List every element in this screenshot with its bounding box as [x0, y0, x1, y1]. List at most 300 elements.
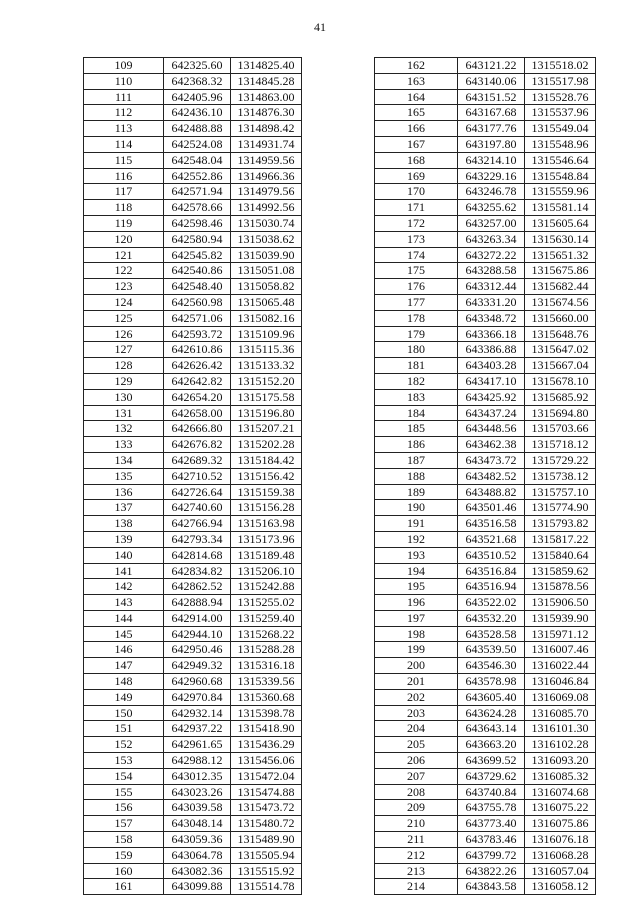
y-coordinate-cell: 1315537.96	[525, 105, 596, 121]
point-number-cell: 181	[375, 358, 458, 374]
table-row	[375, 247, 596, 263]
y-coordinate-cell: 1315581.14	[525, 200, 596, 216]
x-coordinate-cell: 643059.36	[164, 832, 231, 848]
x-coordinate-cell: 643288.58	[458, 263, 525, 279]
y-coordinate-cell: 1315859.62	[525, 563, 596, 579]
y-coordinate-cell: 1315316.18	[231, 658, 302, 674]
point-number-cell: 149	[84, 689, 164, 705]
point-number-cell: 141	[84, 563, 164, 579]
table-row	[375, 516, 596, 532]
x-coordinate-cell: 642540.86	[164, 263, 231, 279]
table-row	[84, 358, 302, 374]
point-number-cell: 113	[84, 121, 164, 137]
point-number-cell: 139	[84, 531, 164, 547]
point-number-cell: 202	[375, 689, 458, 705]
x-coordinate-cell: 643386.88	[458, 342, 525, 358]
table-row	[375, 547, 596, 563]
table-row	[375, 784, 596, 800]
y-coordinate-cell: 1315156.28	[231, 500, 302, 516]
table-row	[375, 832, 596, 848]
table-row	[84, 705, 302, 721]
point-number-cell: 161	[84, 879, 164, 895]
x-coordinate-cell: 642666.80	[164, 421, 231, 437]
table-row	[84, 421, 302, 437]
table-row	[375, 658, 596, 674]
table-row	[375, 816, 596, 832]
table-row	[375, 674, 596, 690]
y-coordinate-cell: 1314863.00	[231, 89, 302, 105]
x-coordinate-cell: 643039.58	[164, 800, 231, 816]
point-number-cell: 155	[84, 784, 164, 800]
y-coordinate-cell: 1315548.84	[525, 168, 596, 184]
point-number-cell: 182	[375, 373, 458, 389]
table-row	[84, 547, 302, 563]
y-coordinate-cell: 1315685.92	[525, 389, 596, 405]
x-coordinate-cell: 643246.78	[458, 184, 525, 200]
table-row	[84, 863, 302, 879]
table-row	[375, 294, 596, 310]
y-coordinate-cell: 1315039.90	[231, 247, 302, 263]
point-number-cell: 126	[84, 326, 164, 342]
table-row	[375, 705, 596, 721]
table-body-right	[375, 58, 596, 895]
y-coordinate-cell: 1314876.30	[231, 105, 302, 121]
x-coordinate-cell: 642950.46	[164, 642, 231, 658]
x-coordinate-cell: 643510.52	[458, 547, 525, 563]
x-coordinate-cell: 642626.42	[164, 358, 231, 374]
y-coordinate-cell: 1316007.46	[525, 642, 596, 658]
point-number-cell: 166	[375, 121, 458, 137]
point-number-cell: 167	[375, 136, 458, 152]
coordinates-table-left	[83, 57, 302, 895]
table-row	[84, 231, 302, 247]
y-coordinate-cell: 1315202.28	[231, 437, 302, 453]
point-number-cell: 138	[84, 516, 164, 532]
table-row	[375, 563, 596, 579]
x-coordinate-cell: 642944.10	[164, 626, 231, 642]
point-number-cell: 140	[84, 547, 164, 563]
table-row	[375, 863, 596, 879]
table-row	[375, 721, 596, 737]
y-coordinate-cell: 1315436.29	[231, 737, 302, 753]
y-coordinate-cell: 1315163.98	[231, 516, 302, 532]
x-coordinate-cell: 642552.86	[164, 168, 231, 184]
table-row	[84, 832, 302, 848]
table-row	[375, 595, 596, 611]
table-row	[375, 500, 596, 516]
x-coordinate-cell: 642793.34	[164, 531, 231, 547]
y-coordinate-cell: 1315474.88	[231, 784, 302, 800]
y-coordinate-cell: 1315268.22	[231, 626, 302, 642]
table-row	[84, 626, 302, 642]
table-row	[84, 326, 302, 342]
y-coordinate-cell: 1316093.20	[525, 753, 596, 769]
x-coordinate-cell: 643048.14	[164, 816, 231, 832]
y-coordinate-cell: 1315660.00	[525, 310, 596, 326]
y-coordinate-cell: 1315703.66	[525, 421, 596, 437]
y-coordinate-cell: 1315674.56	[525, 294, 596, 310]
table-row	[84, 310, 302, 326]
y-coordinate-cell: 1315517.98	[525, 73, 596, 89]
y-coordinate-cell: 1315738.12	[525, 468, 596, 484]
table-row	[84, 674, 302, 690]
table-row	[84, 184, 302, 200]
y-coordinate-cell: 1315515.92	[231, 863, 302, 879]
point-number-cell: 175	[375, 263, 458, 279]
point-number-cell: 136	[84, 484, 164, 500]
y-coordinate-cell: 1315489.90	[231, 832, 302, 848]
x-coordinate-cell: 643197.80	[458, 136, 525, 152]
x-coordinate-cell: 643516.58	[458, 516, 525, 532]
x-coordinate-cell: 642654.20	[164, 389, 231, 405]
y-coordinate-cell: 1315259.40	[231, 610, 302, 626]
x-coordinate-cell: 642524.08	[164, 136, 231, 152]
point-number-cell: 154	[84, 768, 164, 784]
table-row	[84, 737, 302, 753]
point-number-cell: 156	[84, 800, 164, 816]
x-coordinate-cell: 643501.46	[458, 500, 525, 516]
table-row	[84, 642, 302, 658]
x-coordinate-cell: 642571.06	[164, 310, 231, 326]
x-coordinate-cell: 643099.88	[164, 879, 231, 895]
point-number-cell: 131	[84, 405, 164, 421]
table-row	[375, 105, 596, 121]
y-coordinate-cell: 1315051.08	[231, 263, 302, 279]
table-row	[84, 58, 302, 74]
point-number-cell: 187	[375, 452, 458, 468]
y-coordinate-cell: 1314845.28	[231, 73, 302, 89]
point-number-cell: 193	[375, 547, 458, 563]
x-coordinate-cell: 643082.36	[164, 863, 231, 879]
x-coordinate-cell: 643263.34	[458, 231, 525, 247]
point-number-cell: 204	[375, 721, 458, 737]
point-number-cell: 214	[375, 879, 458, 895]
x-coordinate-cell: 642658.00	[164, 405, 231, 421]
table-row	[375, 152, 596, 168]
point-number-cell: 170	[375, 184, 458, 200]
table-row	[84, 279, 302, 295]
table-row	[84, 389, 302, 405]
y-coordinate-cell: 1314825.40	[231, 58, 302, 74]
table-row	[375, 310, 596, 326]
point-number-cell: 203	[375, 705, 458, 721]
point-number-cell: 186	[375, 437, 458, 453]
table-row	[84, 294, 302, 310]
point-number-cell: 169	[375, 168, 458, 184]
x-coordinate-cell: 642676.82	[164, 437, 231, 453]
x-coordinate-cell: 643624.28	[458, 705, 525, 721]
table-row	[84, 847, 302, 863]
x-coordinate-cell: 643417.10	[458, 373, 525, 389]
table-row	[375, 531, 596, 547]
point-number-cell: 165	[375, 105, 458, 121]
table-row	[375, 342, 596, 358]
point-number-cell: 178	[375, 310, 458, 326]
table-row	[375, 89, 596, 105]
page-number: 41	[314, 20, 326, 34]
point-number-cell: 191	[375, 516, 458, 532]
point-number-cell: 151	[84, 721, 164, 737]
x-coordinate-cell: 642970.84	[164, 689, 231, 705]
y-coordinate-cell: 1316102.28	[525, 737, 596, 753]
point-number-cell: 133	[84, 437, 164, 453]
x-coordinate-cell: 643462.38	[458, 437, 525, 453]
point-number-cell: 134	[84, 452, 164, 468]
point-number-cell: 172	[375, 215, 458, 231]
table-row	[84, 579, 302, 595]
x-coordinate-cell: 643532.20	[458, 610, 525, 626]
y-coordinate-cell: 1316074.68	[525, 784, 596, 800]
y-coordinate-cell: 1315115.36	[231, 342, 302, 358]
x-coordinate-cell: 642726.64	[164, 484, 231, 500]
point-number-cell: 152	[84, 737, 164, 753]
x-coordinate-cell: 642488.88	[164, 121, 231, 137]
x-coordinate-cell: 642937.22	[164, 721, 231, 737]
x-coordinate-cell: 643257.00	[458, 215, 525, 231]
point-number-cell: 160	[84, 863, 164, 879]
table-row	[375, 626, 596, 642]
x-coordinate-cell: 642960.68	[164, 674, 231, 690]
x-coordinate-cell: 642710.52	[164, 468, 231, 484]
x-coordinate-cell: 642548.40	[164, 279, 231, 295]
x-coordinate-cell: 643448.56	[458, 421, 525, 437]
x-coordinate-cell: 642961.65	[164, 737, 231, 753]
x-coordinate-cell: 642814.68	[164, 547, 231, 563]
table-row	[375, 768, 596, 784]
y-coordinate-cell: 1314898.42	[231, 121, 302, 137]
y-coordinate-cell: 1315906.50	[525, 595, 596, 611]
y-coordinate-cell: 1315175.58	[231, 389, 302, 405]
point-number-cell: 119	[84, 215, 164, 231]
point-number-cell: 137	[84, 500, 164, 516]
table-row	[375, 879, 596, 895]
x-coordinate-cell: 643643.14	[458, 721, 525, 737]
table-row	[84, 879, 302, 895]
x-coordinate-cell: 643799.72	[458, 847, 525, 863]
x-coordinate-cell: 643516.94	[458, 579, 525, 595]
y-coordinate-cell: 1315878.56	[525, 579, 596, 595]
y-coordinate-cell: 1315038.62	[231, 231, 302, 247]
point-number-cell: 198	[375, 626, 458, 642]
point-number-cell: 176	[375, 279, 458, 295]
point-number-cell: 111	[84, 89, 164, 105]
y-coordinate-cell: 1316075.86	[525, 816, 596, 832]
x-coordinate-cell: 643366.18	[458, 326, 525, 342]
y-coordinate-cell: 1315559.96	[525, 184, 596, 200]
y-coordinate-cell: 1315651.32	[525, 247, 596, 263]
x-coordinate-cell: 642610.86	[164, 342, 231, 358]
point-number-cell: 177	[375, 294, 458, 310]
table-row	[375, 642, 596, 658]
x-coordinate-cell: 643605.40	[458, 689, 525, 705]
point-number-cell: 207	[375, 768, 458, 784]
table-row	[84, 168, 302, 184]
y-coordinate-cell: 1315456.06	[231, 753, 302, 769]
x-coordinate-cell: 643473.72	[458, 452, 525, 468]
table-row	[84, 768, 302, 784]
point-number-cell: 115	[84, 152, 164, 168]
y-coordinate-cell: 1315082.16	[231, 310, 302, 326]
table-row	[84, 816, 302, 832]
table-row	[375, 231, 596, 247]
y-coordinate-cell: 1315288.28	[231, 642, 302, 658]
y-coordinate-cell: 1315774.90	[525, 500, 596, 516]
x-coordinate-cell: 643403.28	[458, 358, 525, 374]
y-coordinate-cell: 1315971.12	[525, 626, 596, 642]
y-coordinate-cell: 1314959.56	[231, 152, 302, 168]
table-row	[84, 753, 302, 769]
point-number-cell: 212	[375, 847, 458, 863]
x-coordinate-cell: 642766.94	[164, 516, 231, 532]
x-coordinate-cell: 643699.52	[458, 753, 525, 769]
table-row	[375, 279, 596, 295]
x-coordinate-cell: 643546.30	[458, 658, 525, 674]
x-coordinate-cell: 643437.24	[458, 405, 525, 421]
y-coordinate-cell: 1315196.80	[231, 405, 302, 421]
y-coordinate-cell: 1315793.82	[525, 516, 596, 532]
point-number-cell: 195	[375, 579, 458, 595]
table-row	[375, 73, 596, 89]
y-coordinate-cell: 1315718.12	[525, 437, 596, 453]
x-coordinate-cell: 642834.82	[164, 563, 231, 579]
x-coordinate-cell: 643272.22	[458, 247, 525, 263]
point-number-cell: 129	[84, 373, 164, 389]
x-coordinate-cell: 642578.66	[164, 200, 231, 216]
point-number-cell: 146	[84, 642, 164, 658]
x-coordinate-cell: 642988.12	[164, 753, 231, 769]
table-row	[84, 658, 302, 674]
x-coordinate-cell: 643140.06	[458, 73, 525, 89]
y-coordinate-cell: 1315729.22	[525, 452, 596, 468]
y-coordinate-cell: 1315694.80	[525, 405, 596, 421]
y-coordinate-cell: 1315339.56	[231, 674, 302, 690]
x-coordinate-cell: 642368.32	[164, 73, 231, 89]
y-coordinate-cell: 1315667.04	[525, 358, 596, 374]
table-row	[375, 168, 596, 184]
x-coordinate-cell: 643783.46	[458, 832, 525, 848]
x-coordinate-cell: 643214.10	[458, 152, 525, 168]
x-coordinate-cell: 643822.26	[458, 863, 525, 879]
y-coordinate-cell: 1315630.14	[525, 231, 596, 247]
y-coordinate-cell: 1315058.82	[231, 279, 302, 295]
point-number-cell: 194	[375, 563, 458, 579]
table-row	[84, 263, 302, 279]
y-coordinate-cell: 1315207.21	[231, 421, 302, 437]
point-number-cell: 123	[84, 279, 164, 295]
x-coordinate-cell: 643521.68	[458, 531, 525, 547]
x-coordinate-cell: 643740.84	[458, 784, 525, 800]
table-row	[375, 468, 596, 484]
x-coordinate-cell: 642932.14	[164, 705, 231, 721]
y-coordinate-cell: 1315549.04	[525, 121, 596, 137]
y-coordinate-cell: 1315184.42	[231, 452, 302, 468]
y-coordinate-cell: 1315518.02	[525, 58, 596, 74]
table-row	[84, 89, 302, 105]
y-coordinate-cell: 1316022.44	[525, 658, 596, 674]
y-coordinate-cell: 1315757.10	[525, 484, 596, 500]
x-coordinate-cell: 642560.98	[164, 294, 231, 310]
y-coordinate-cell: 1316069.08	[525, 689, 596, 705]
table-row	[84, 800, 302, 816]
point-number-cell: 210	[375, 816, 458, 832]
table-row	[375, 263, 596, 279]
point-number-cell: 145	[84, 626, 164, 642]
point-number-cell: 192	[375, 531, 458, 547]
point-number-cell: 130	[84, 389, 164, 405]
point-number-cell: 173	[375, 231, 458, 247]
y-coordinate-cell: 1315156.42	[231, 468, 302, 484]
y-coordinate-cell: 1315152.20	[231, 373, 302, 389]
point-number-cell: 150	[84, 705, 164, 721]
point-number-cell: 135	[84, 468, 164, 484]
y-coordinate-cell: 1315682.44	[525, 279, 596, 295]
point-number-cell: 206	[375, 753, 458, 769]
point-number-cell: 211	[375, 832, 458, 848]
table-row	[375, 184, 596, 200]
y-coordinate-cell: 1314992.56	[231, 200, 302, 216]
table-row	[84, 721, 302, 737]
y-coordinate-cell: 1315133.32	[231, 358, 302, 374]
y-coordinate-cell: 1315840.64	[525, 547, 596, 563]
y-coordinate-cell: 1316101.30	[525, 721, 596, 737]
point-number-cell: 189	[375, 484, 458, 500]
point-number-cell: 121	[84, 247, 164, 263]
table-row	[375, 358, 596, 374]
y-coordinate-cell: 1315159.38	[231, 484, 302, 500]
y-coordinate-cell: 1315647.02	[525, 342, 596, 358]
table-row	[375, 373, 596, 389]
y-coordinate-cell: 1315939.90	[525, 610, 596, 626]
point-number-cell: 205	[375, 737, 458, 753]
x-coordinate-cell: 642548.04	[164, 152, 231, 168]
point-number-cell: 109	[84, 58, 164, 74]
y-coordinate-cell: 1316068.28	[525, 847, 596, 863]
point-number-cell: 168	[375, 152, 458, 168]
x-coordinate-cell: 643331.20	[458, 294, 525, 310]
point-number-cell: 199	[375, 642, 458, 658]
y-coordinate-cell: 1315360.68	[231, 689, 302, 705]
table-row	[375, 58, 596, 74]
point-number-cell: 144	[84, 610, 164, 626]
table-row	[84, 105, 302, 121]
table-row	[84, 531, 302, 547]
table-row	[84, 437, 302, 453]
point-number-cell: 179	[375, 326, 458, 342]
point-number-cell: 112	[84, 105, 164, 121]
table-row	[375, 753, 596, 769]
point-number-cell: 158	[84, 832, 164, 848]
point-number-cell: 157	[84, 816, 164, 832]
y-coordinate-cell: 1315065.48	[231, 294, 302, 310]
point-number-cell: 147	[84, 658, 164, 674]
y-coordinate-cell: 1315675.86	[525, 263, 596, 279]
x-coordinate-cell: 643729.62	[458, 768, 525, 784]
table-row	[84, 152, 302, 168]
point-number-cell: 197	[375, 610, 458, 626]
point-number-cell: 171	[375, 200, 458, 216]
table-row	[375, 121, 596, 137]
x-coordinate-cell: 642888.94	[164, 595, 231, 611]
point-number-cell: 208	[375, 784, 458, 800]
table-row	[84, 468, 302, 484]
y-coordinate-cell: 1315398.78	[231, 705, 302, 721]
table-row	[375, 452, 596, 468]
table-row	[375, 579, 596, 595]
table-row	[84, 373, 302, 389]
table-row	[375, 421, 596, 437]
x-coordinate-cell: 643522.02	[458, 595, 525, 611]
y-coordinate-cell: 1315514.78	[231, 879, 302, 895]
